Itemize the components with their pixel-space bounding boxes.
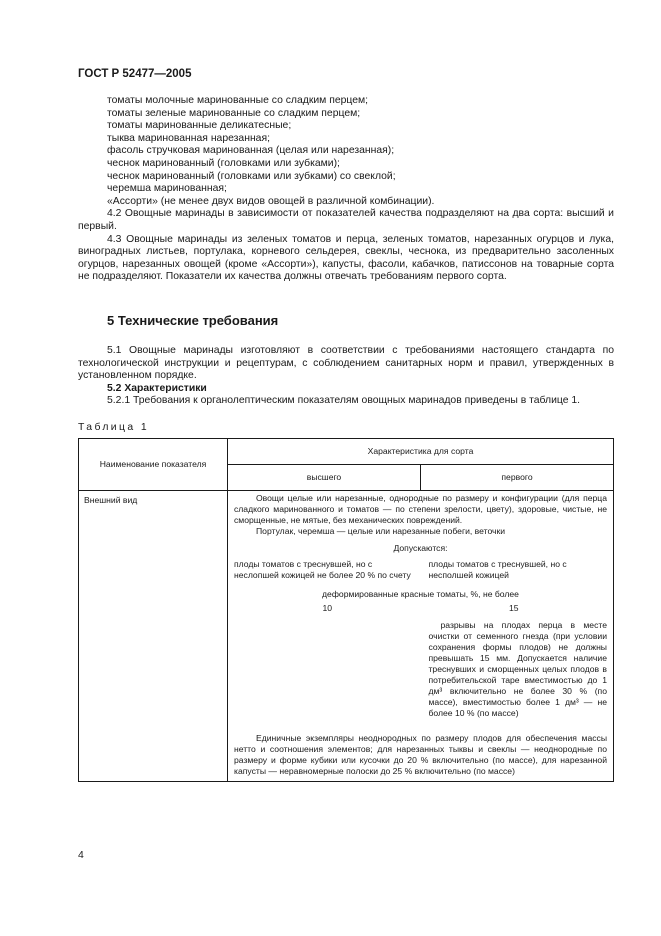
list-item: чеснок маринованный (головками или зубками) со свеклой;: [107, 170, 396, 182]
value-first: 15: [508, 603, 519, 613]
deformed-values: [234, 603, 607, 723]
pepper-requirement: разрывы на плодах перца в месте очистки от семенного гнезда (при условии сохранения формы плодов) не должны превышать 15 мм. Допускается наличие треснувших и сморщенных целых плодов в потребительской таре вместимостью до 1 дм³ включительно не более 30 % (по массе), вместимостью более 1 дм³ — не более 10 % (по массе): [428, 620, 607, 718]
high-cracked: плоды томатов с треснувшей, но с неслопшей кожицей не более 20 % по счету: [234, 559, 411, 580]
list-item: чеснок маринованный (головками или зубками);: [107, 157, 340, 169]
list-item: черемша маринованная;: [107, 183, 227, 195]
appearance-cell: [228, 491, 614, 782]
common-requirement: Овощи целые или нарезанные, однородные по размеру и конфигурации (для перца сладкого маринованного и томатов — по степени зрелости, цвету), здоровые, чистые, не сморщенные, не мятые, без механических повреждений.: [234, 493, 607, 525]
list-item: фасоль стручковая маринованная (целая или нарезанная);: [107, 145, 395, 157]
grade-split: [234, 559, 607, 581]
header-grade-first: первого: [421, 465, 614, 491]
list-item: томаты маринованные деликатесные;: [107, 120, 292, 132]
header-characteristic: Характеристика для сорта: [228, 439, 614, 465]
header-indicator-name: Наименование показателя: [79, 439, 228, 491]
row-label-appearance: Внешний вид: [79, 491, 228, 782]
purslane-requirement: Портулак, черемша — целые или нарезанные побеги, веточки: [256, 526, 506, 536]
document-id: ГОСТ Р 52477—2005: [78, 68, 192, 80]
first-cracked: плоды томатов с треснувшей, но с несполшей кожицей: [428, 559, 567, 580]
list-item: тыква маринованная нарезанная;: [107, 132, 270, 144]
product-list: [78, 95, 614, 284]
paragraph-4-2: 4.2 Овощные маринады в зависимости от показателей качества подразделяют на два сорта: высший и первый.: [78, 208, 614, 232]
paragraph-4-3: 4.3 Овощные маринады из зеленых томатов и перца, зеленых томатов, нарезанных огурцов и лука, виноградных листьев, портулака, корневого сельдерея, свеклы, чеснока, из предварительно засоленных огурцов, нарезанных овощей (кроме «Ассорти»), капусты, фасоли, кабачков, патиссонов на товарные сорта не подразделяют. Показатели их качества должны отвечать требованиям первого сорта.: [78, 233, 614, 283]
deformed-label: деформированные красные томаты, %, не более: [322, 589, 519, 599]
section-title: 5 Технические требования: [107, 313, 279, 328]
allowed-label: Допускаются:: [393, 543, 448, 553]
header-grade-high: высшего: [228, 465, 421, 491]
list-item: «Ассорти» (не менее двух видов овощей в различной комбинации).: [107, 195, 435, 207]
paragraph-5-1: 5.1 Овощные маринады изготовляют в соответствии с требованиями настоящего стандарта по технологической инструкции и рецептурам, с соблюдением санитарных норм и правил, утвержденных в установленном порядке.: [78, 345, 614, 382]
paragraph-5-2-1: 5.2.1 Требования к органолептическим показателям овощных маринадов приведены в таблице 1.: [107, 395, 581, 407]
section-5-body: [78, 345, 614, 408]
single-specimens: Единичные экземпляры неоднородных по размеру плодов для обеспечения массы нетто и соотношения элементов; для нарезанных тыквы и свеклы — неоднородные по размеру и форме кубики или кусочки до 20 % включительно (по массе), для нарезанной капусты — неравномерные полоски до 25 % включительно (по массе): [234, 733, 607, 776]
value-high: 10: [322, 603, 333, 613]
table-1: [78, 438, 614, 782]
subsection-heading: 5.2 Характеристики: [107, 382, 207, 394]
list-item: томаты зеленые маринованные со сладким перцем;: [107, 107, 361, 119]
list-item: томаты молочные маринованные со сладким перцем;: [107, 95, 369, 106]
table-caption: Таблица 1: [78, 422, 150, 433]
page-number: 4: [78, 850, 84, 861]
